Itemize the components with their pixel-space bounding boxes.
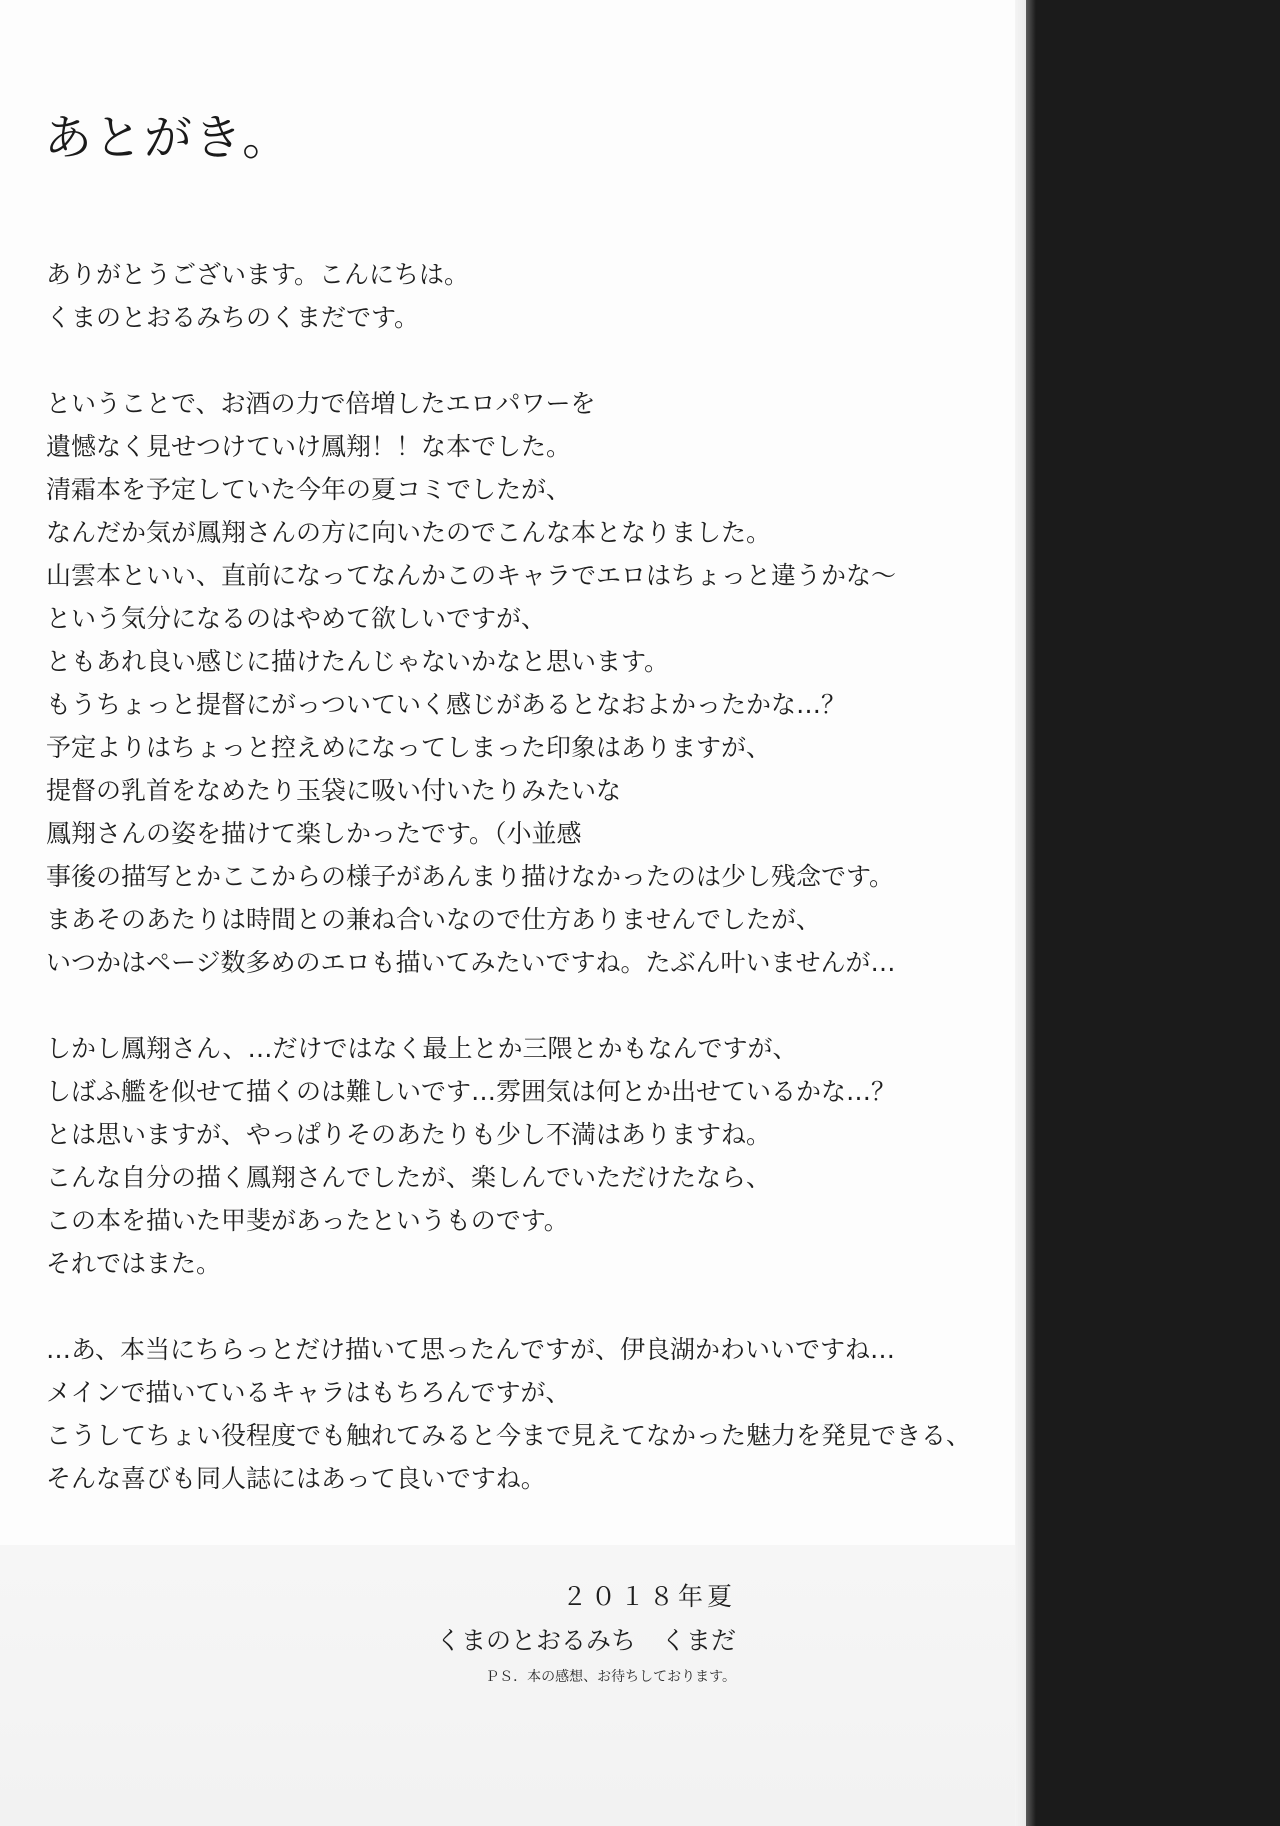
text-line: 清霜本を予定していた今年の夏コミでしたが、 [46,475,572,504]
text-line: それではまた。 [46,1249,222,1278]
text-line: メインで描いているキャラはもちろんですが、 [46,1378,571,1407]
text-line: とは思いますが、やっぱりそのあたりも少し不満はありますね。 [46,1120,772,1149]
paragraph-spacer [46,1285,986,1328]
page-edge [1015,0,1026,1826]
text-line: 山雲本といい、直前になってなんかこのキャラでエロはちょっと違うかな～ [46,561,897,590]
postscript: ＰＳ．本の感想、お待ちしております。 [485,1669,736,1685]
text-line: しかし鳳翔さん、…だけではなく最上とか三隈とかもなんですが、 [46,1034,798,1063]
text-line: いつかはページ数多めのエロも描いてみたいですね。たぶん叶いませんが… [46,948,896,977]
page-title: あとがき。 [44,110,293,166]
text-line: ということで、お酒の力で倍増したエロパワーを [46,389,596,418]
binding-shadow [1026,0,1280,1826]
text-line: くまのとおるみちのくまだです。 [46,303,420,332]
text-line: こうしてちょい役程度でも触れてみると今まで見えてなかった魅力を発見できる、 [46,1421,972,1450]
text-line: 鳳翔さんの姿を描けて楽しかったです。（小並感 [46,819,582,848]
signature-author: くまのとおるみち くまだ [435,1626,736,1655]
signature-date: ２０１８年夏 [561,1582,736,1611]
text-line: 事後の描写とかここからの様子があんまり描けなかったのは少し残念です。 [46,862,895,891]
text-line: なんだか気が鳳翔さんの方に向いたのでこんな本となりました。 [46,518,772,547]
binding-shadow-edge [1026,0,1036,1826]
afterword-body [46,253,986,1500]
text-line: …あ、本当にちらっとだけ描いて思ったんですが、伊良湖かわいいですね… [46,1335,896,1364]
text-line: しばふ艦を似せて描くのは難しいです…雰囲気は何とか出せているかな…？ [46,1077,897,1106]
text-line: この本を描いた甲斐があったというものです。 [46,1206,569,1235]
paragraph-spacer [46,339,986,382]
text-line: という気分になるのはやめて欲しいですが、 [46,604,547,633]
text-line: そんな喜びも同人誌にはあって良いですね。 [46,1464,546,1493]
text-line: ともあれ良い感じに描けたんじゃないかなと思います。 [46,647,670,676]
signature-block [436,1575,736,1691]
text-line: 遺憾なく見せつけていけ鳳翔！！な本でした。 [46,432,572,461]
text-line: ありがとうございます。こんにちは。 [46,260,470,289]
text-line: 提督の乳首をなめたり玉袋に吸い付いたりみたいな [46,776,622,805]
paragraph-spacer [46,984,986,1027]
text-line: 予定よりはちょっと控えめになってしまった印象はありますが、 [46,733,772,762]
text-line: もうちょっと提督にがっついていく感じがあるとなおよかったかな…？ [46,690,847,719]
text-line: まあそのあたりは時間との兼ね合いなので仕方ありませんでしたが、 [46,905,822,934]
text-line: こんな自分の描く鳳翔さんでしたが、楽しんでいただけたなら、 [46,1163,772,1192]
